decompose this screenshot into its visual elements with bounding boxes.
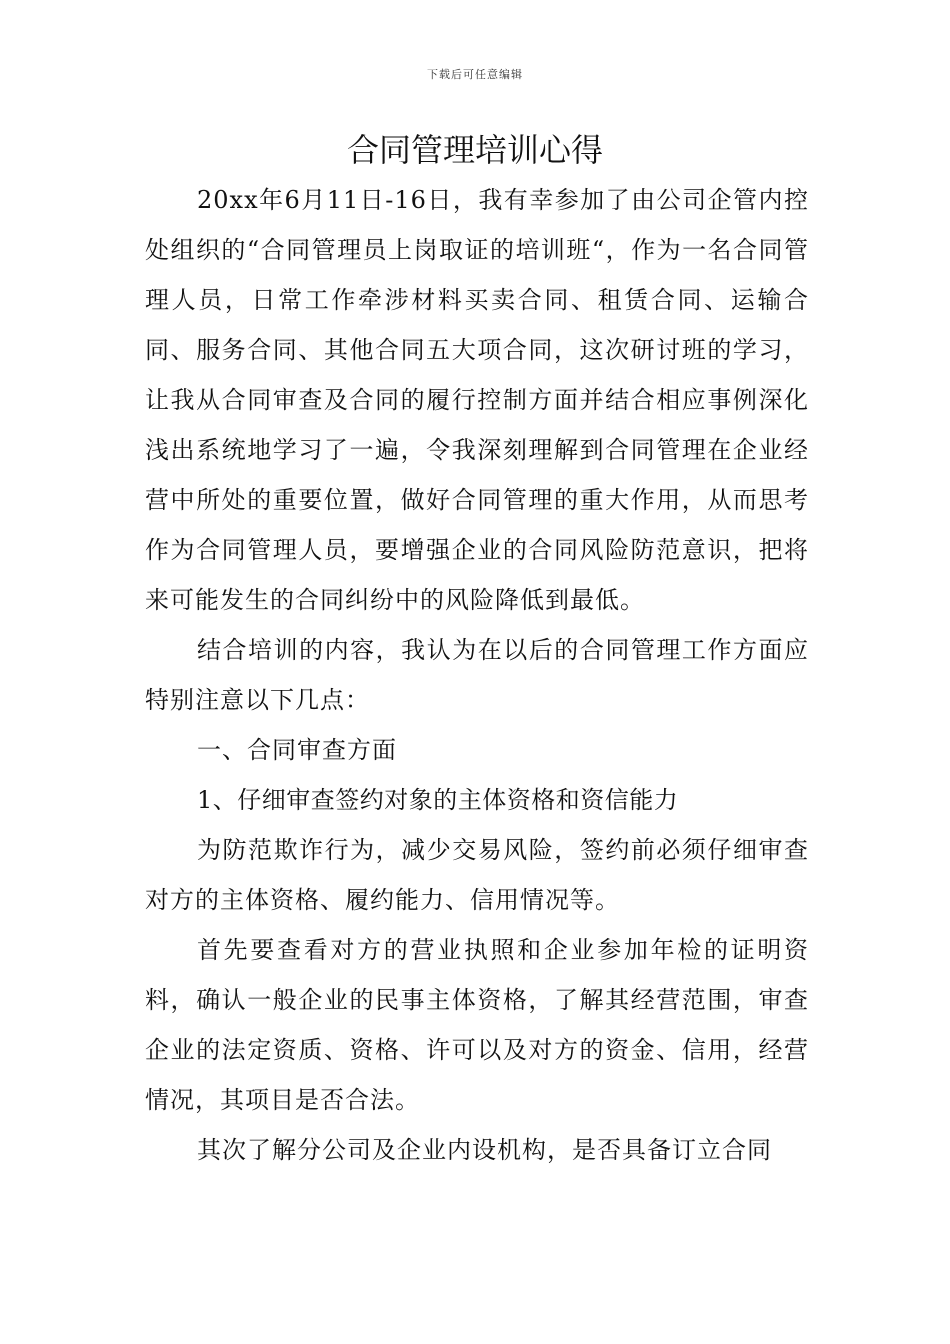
subheading-subject-qualification: 1、仔细审查签约对象的主体资格和资信能力 <box>197 786 679 814</box>
document-title: 合同管理培训心得 <box>346 131 603 169</box>
document-body <box>145 175 809 1175</box>
header-note: 下载后可任意编辑 <box>427 68 523 81</box>
paragraph-key-points: 结合培训的内容，我认为在以后的合同管理工作方面应特别注意以下几点： <box>145 636 809 714</box>
paragraph-business-license: 首先要查看对方的营业执照和企业参加年检的证明资料，确认一般企业的民事主体资格，了解其经营范围，审查企业的法定资质、资格、许可以及对方的资金、信用，经营情况，其项目是否合法。 <box>145 936 809 1114</box>
paragraph-branch-offices: 其次了解分公司及企业内设机构，是否具备订立合同 <box>197 1136 772 1164</box>
paragraph-fraud-prevention: 为防范欺诈行为，减少交易风险，签约前必须仔细审查对方的主体资格、履约能力、信用情况等。 <box>145 836 809 914</box>
paragraph-intro: 20xx年6月11日-16日，我有幸参加了由公司企管内控处组织的“合同管理员上岗取证的培训班“，作为一名合同管理人员，日常工作牵涉材料买卖合同、租赁合同、运输合同、服务合同、其他合同五大项合同，这次研讨班的学习，让我从合同审查及合同的履行控制方面并结合相应事例深化浅出系统地学习了一遍，令我深刻理解到合同管理在企业经营中所处的重要位置，做好合同管理的重大作用，从而思考作为合同管理人员，要增强企业的合同风险防范意识，把将来可能发生的合同纠纷中的风险降低到最低。 <box>145 186 809 614</box>
section-heading-contract-review: 一、合同审查方面 <box>197 736 397 764</box>
